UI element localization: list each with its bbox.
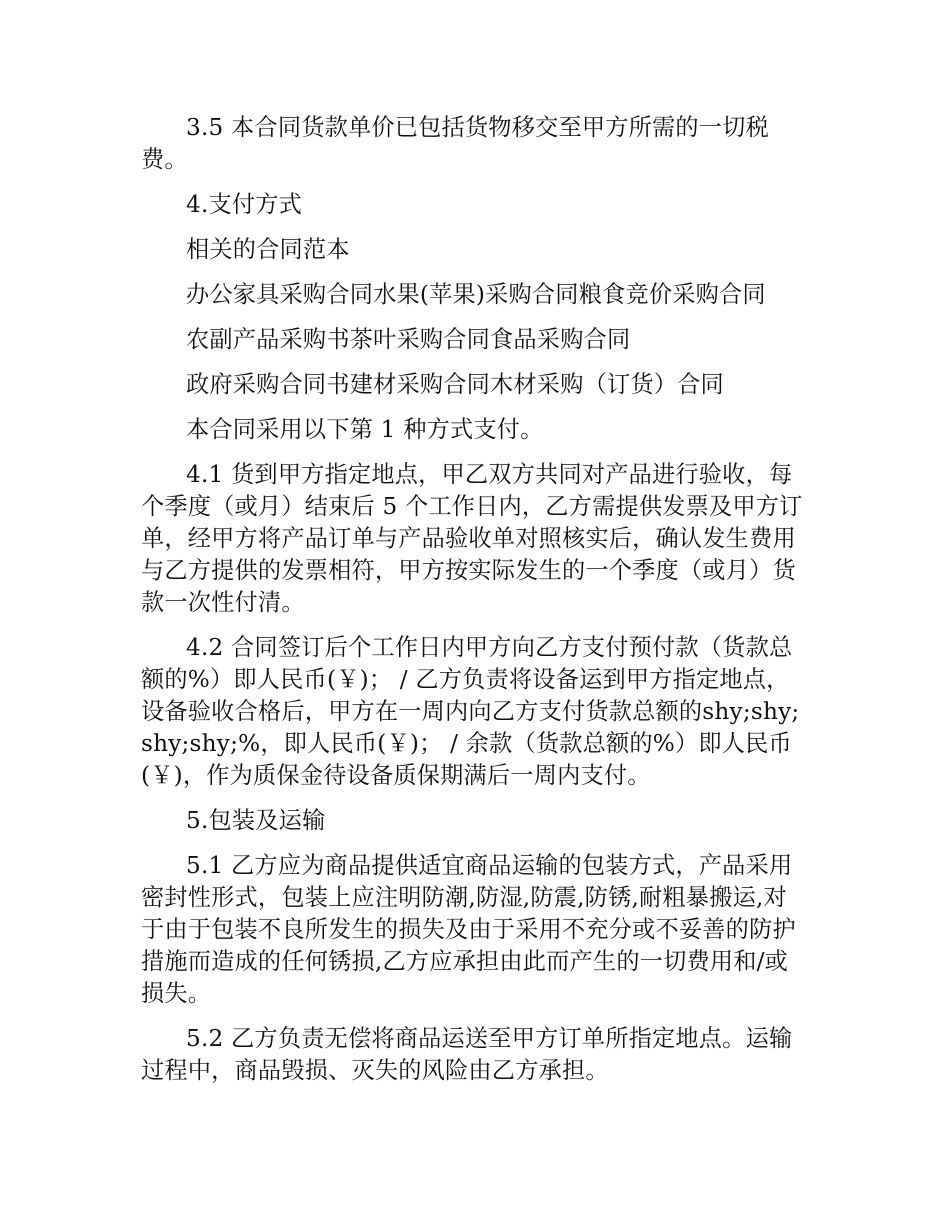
clause-5-2: 5.2 乙方负责无偿将商品运送至甲方订单所指定地点。运输过程中，商品毁损、灭失的风险由乙方承担。	[141, 1025, 793, 1084]
clause-4-1: 4.1 货到甲方指定地点，甲乙双方共同对产品进行验收，每个季度（或月）结束后 5 个工作日内，乙方需提供发票及甲方订单，经甲方将产品订单与产品验收单对照核实后，确认发生费用与乙方提供的发票相符，甲方按实际发生的一个季度（或月）货款一次性付清。	[141, 461, 803, 616]
related-templates-title: 相关的合同范本	[186, 236, 350, 263]
document-page	[141, 112, 809, 1100]
related-templates-line-3: 政府采购合同书建材采购合同木材采购（订货）合同	[186, 371, 724, 398]
section-5-heading: 5.包装及运输	[186, 807, 326, 834]
related-templates-line-1: 办公家具采购合同水果(苹果)采购合同粮食竞价采购合同	[186, 281, 766, 308]
payment-method-choice: 本合同采用以下第 1 种方式支付。	[186, 416, 544, 443]
section-4-heading: 4.支付方式	[186, 191, 303, 218]
clause-3-5: 3.5 本合同货款单价已包括货物移交至甲方所需的一切税费。	[141, 114, 769, 173]
clause-5-1: 5.1 乙方应为商品提供适宜商品运输的包装方式，产品采用密封性形式，包装上应注明防潮,防湿,防震,防锈,耐粗暴搬运,对于由于包装不良所发生的损失及由于采用不充分或不妥善的防护措施而造成的任何锈损,乙方应承担由此而产生的一切费用和/或损失。	[141, 852, 796, 1007]
clause-4-2: 4.2 合同签订后个工作日内甲方向乙方支付预付款（货款总额的%）即人民币(￥)； / 乙方负责将设备运到甲方指定地点，设备验收合格后，甲方在一周内向乙方支付货款总额的shy;shy;shy;shy;%，即人民币(￥)； / 余款（货款总额的%）即人民币(￥)，作为质保金待设备质保期满后一周内支付。	[141, 634, 800, 789]
related-templates-line-2: 农副产品采购书茶叶采购合同食品采购合同	[186, 326, 631, 353]
